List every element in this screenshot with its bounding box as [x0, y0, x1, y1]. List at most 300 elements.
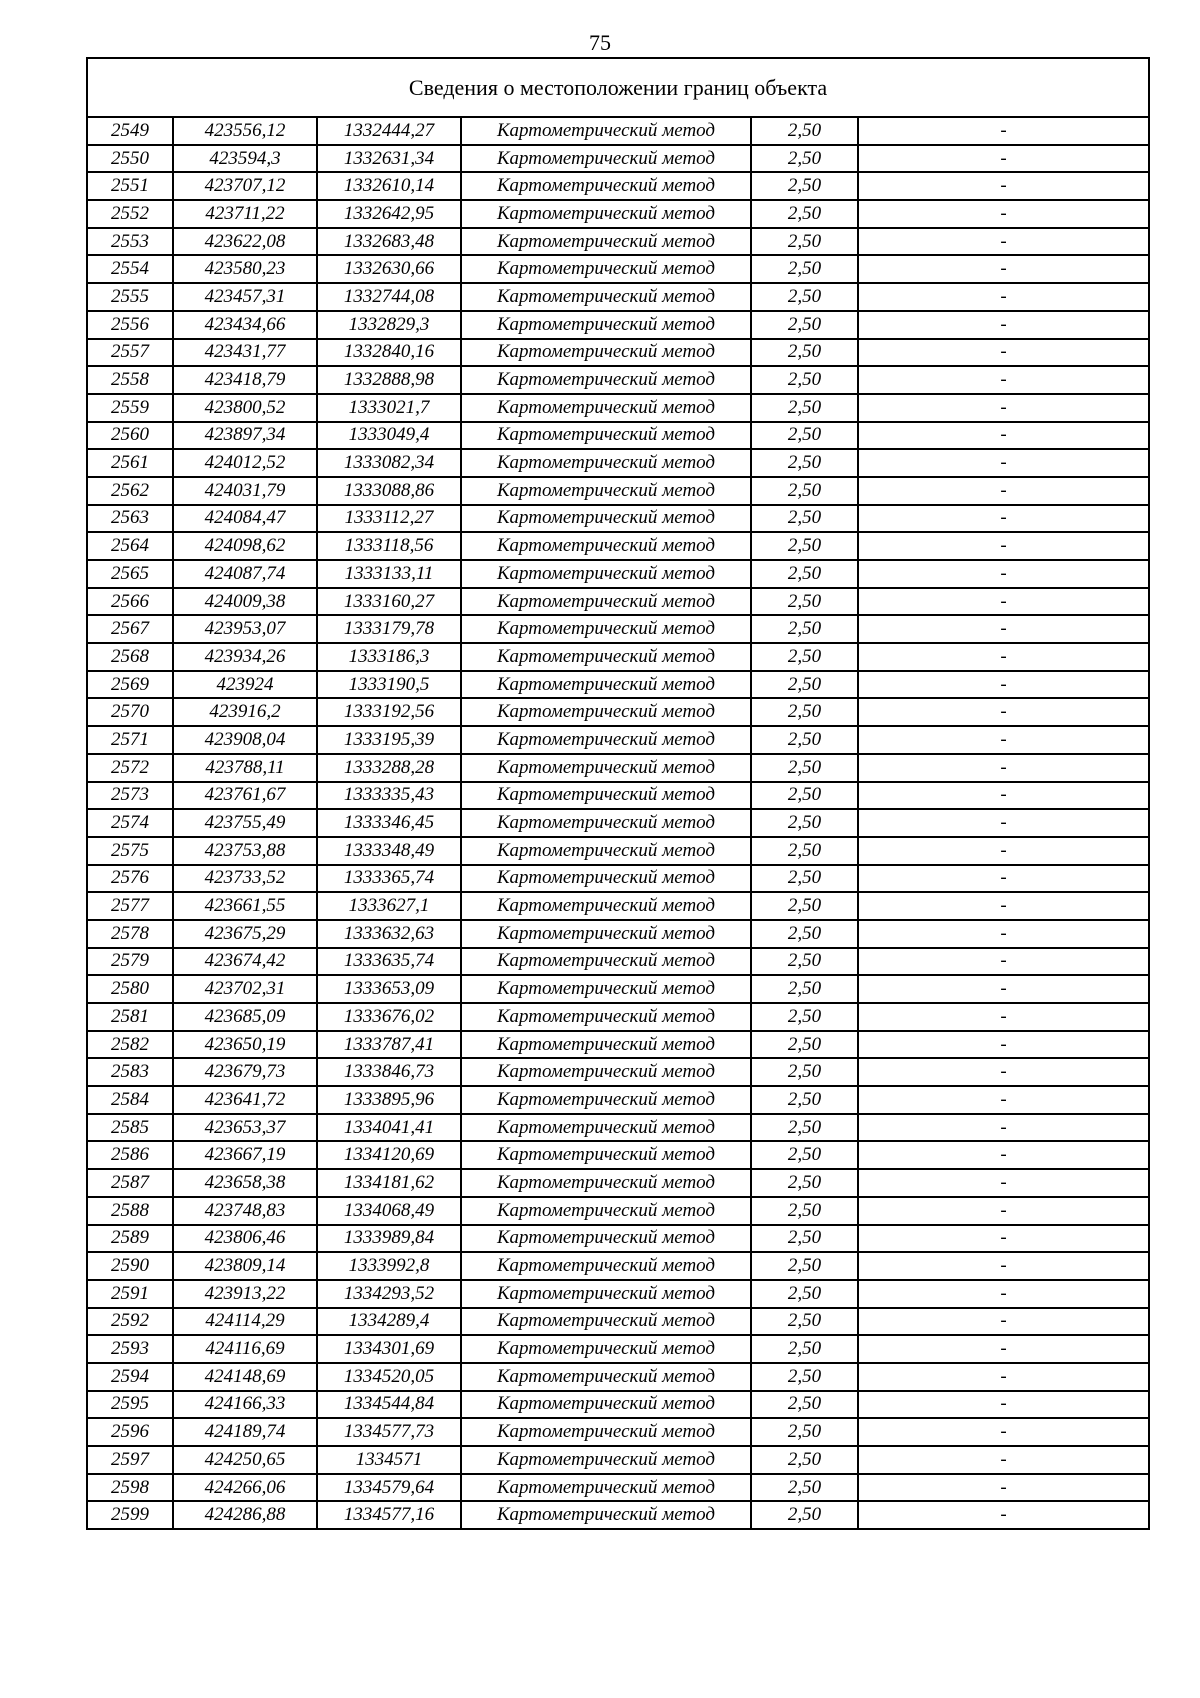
description-cell: - [858, 865, 1149, 893]
x-coordinate-cell: 423753,88 [173, 837, 317, 865]
point-number-cell: 2589 [87, 1225, 173, 1253]
accuracy-cell: 2,50 [751, 615, 858, 643]
table-row [87, 865, 1149, 893]
table-row [87, 1501, 1149, 1529]
y-coordinate-cell: 1334571 [317, 1446, 461, 1474]
accuracy-cell: 2,50 [751, 1252, 858, 1280]
description-cell: - [858, 311, 1149, 339]
method-cell: Картометрический метод [461, 837, 751, 865]
accuracy-cell: 2,50 [751, 255, 858, 283]
y-coordinate-cell: 1334544,84 [317, 1391, 461, 1419]
table-row [87, 975, 1149, 1003]
description-cell: - [858, 200, 1149, 228]
x-coordinate-cell: 423806,46 [173, 1225, 317, 1253]
x-coordinate-cell: 423667,19 [173, 1141, 317, 1169]
y-coordinate-cell: 1333787,41 [317, 1031, 461, 1059]
x-coordinate-cell: 424148,69 [173, 1363, 317, 1391]
description-cell: - [858, 1197, 1149, 1225]
x-coordinate-cell: 423434,66 [173, 311, 317, 339]
table-row [87, 809, 1149, 837]
point-number-cell: 2584 [87, 1086, 173, 1114]
accuracy-cell: 2,50 [751, 865, 858, 893]
table-row [87, 1446, 1149, 1474]
y-coordinate-cell: 1333133,11 [317, 560, 461, 588]
table-caption: Сведения о местоположении границ объекта [87, 58, 1149, 117]
method-cell: Картометрический метод [461, 117, 751, 145]
point-number-cell: 2582 [87, 1031, 173, 1059]
method-cell: Картометрический метод [461, 449, 751, 477]
x-coordinate-cell: 423594,3 [173, 145, 317, 173]
x-coordinate-cell: 423650,19 [173, 1031, 317, 1059]
x-coordinate-cell: 423916,2 [173, 698, 317, 726]
y-coordinate-cell: 1332744,08 [317, 283, 461, 311]
table-row [87, 1086, 1149, 1114]
description-cell: - [858, 643, 1149, 671]
table-row [87, 366, 1149, 394]
accuracy-cell: 2,50 [751, 1197, 858, 1225]
point-number-cell: 2560 [87, 422, 173, 450]
method-cell: Картометрический метод [461, 311, 751, 339]
table-row [87, 615, 1149, 643]
table-row [87, 643, 1149, 671]
table-row [87, 532, 1149, 560]
point-number-cell: 2568 [87, 643, 173, 671]
x-coordinate-cell: 423924 [173, 671, 317, 699]
x-coordinate-cell: 424031,79 [173, 477, 317, 505]
description-cell: - [858, 1225, 1149, 1253]
description-cell: - [858, 1031, 1149, 1059]
description-cell: - [858, 255, 1149, 283]
x-coordinate-cell: 423685,09 [173, 1003, 317, 1031]
x-coordinate-cell: 424084,47 [173, 505, 317, 533]
accuracy-cell: 2,50 [751, 532, 858, 560]
accuracy-cell: 2,50 [751, 172, 858, 200]
method-cell: Картометрический метод [461, 1418, 751, 1446]
table-row [87, 1335, 1149, 1363]
description-cell: - [858, 726, 1149, 754]
y-coordinate-cell: 1333088,86 [317, 477, 461, 505]
x-coordinate-cell: 423707,12 [173, 172, 317, 200]
y-coordinate-cell: 1333118,56 [317, 532, 461, 560]
method-cell: Картометрический метод [461, 588, 751, 616]
table-row [87, 311, 1149, 339]
table-row [87, 200, 1149, 228]
table-row [87, 1418, 1149, 1446]
x-coordinate-cell: 423675,29 [173, 920, 317, 948]
x-coordinate-cell: 423641,72 [173, 1086, 317, 1114]
x-coordinate-cell: 424098,62 [173, 532, 317, 560]
accuracy-cell: 2,50 [751, 892, 858, 920]
point-number-cell: 2571 [87, 726, 173, 754]
point-number-cell: 2594 [87, 1363, 173, 1391]
table-row [87, 726, 1149, 754]
y-coordinate-cell: 1334577,16 [317, 1501, 461, 1529]
method-cell: Картометрический метод [461, 228, 751, 256]
table-row [87, 1225, 1149, 1253]
point-number-cell: 2585 [87, 1114, 173, 1142]
method-cell: Картометрический метод [461, 1197, 751, 1225]
y-coordinate-cell: 1334293,52 [317, 1280, 461, 1308]
x-coordinate-cell: 423800,52 [173, 394, 317, 422]
table-row [87, 1197, 1149, 1225]
table-row [87, 1363, 1149, 1391]
description-cell: - [858, 422, 1149, 450]
x-coordinate-cell: 423913,22 [173, 1280, 317, 1308]
x-coordinate-cell: 424012,52 [173, 449, 317, 477]
method-cell: Картометрический метод [461, 1141, 751, 1169]
table-row [87, 892, 1149, 920]
point-number-cell: 2583 [87, 1058, 173, 1086]
y-coordinate-cell: 1333846,73 [317, 1058, 461, 1086]
x-coordinate-cell: 423934,26 [173, 643, 317, 671]
accuracy-cell: 2,50 [751, 366, 858, 394]
point-number-cell: 2551 [87, 172, 173, 200]
y-coordinate-cell: 1333335,43 [317, 782, 461, 810]
table-row [87, 1252, 1149, 1280]
description-cell: - [858, 117, 1149, 145]
method-cell: Картометрический метод [461, 1308, 751, 1336]
y-coordinate-cell: 1332630,66 [317, 255, 461, 283]
method-cell: Картометрический метод [461, 643, 751, 671]
y-coordinate-cell: 1334289,4 [317, 1308, 461, 1336]
accuracy-cell: 2,50 [751, 449, 858, 477]
table-row [87, 1114, 1149, 1142]
y-coordinate-cell: 1333021,7 [317, 394, 461, 422]
y-coordinate-cell: 1334520,05 [317, 1363, 461, 1391]
table-row [87, 920, 1149, 948]
y-coordinate-cell: 1332642,95 [317, 200, 461, 228]
y-coordinate-cell: 1333179,78 [317, 615, 461, 643]
method-cell: Картометрический метод [461, 671, 751, 699]
point-number-cell: 2554 [87, 255, 173, 283]
x-coordinate-cell: 423580,23 [173, 255, 317, 283]
method-cell: Картометрический метод [461, 1446, 751, 1474]
table-row [87, 1141, 1149, 1169]
accuracy-cell: 2,50 [751, 588, 858, 616]
table-row [87, 948, 1149, 976]
method-cell: Картометрический метод [461, 754, 751, 782]
point-number-cell: 2595 [87, 1391, 173, 1419]
method-cell: Картометрический метод [461, 339, 751, 367]
description-cell: - [858, 588, 1149, 616]
table-row [87, 1169, 1149, 1197]
y-coordinate-cell: 1333676,02 [317, 1003, 461, 1031]
table-row [87, 339, 1149, 367]
point-number-cell: 2564 [87, 532, 173, 560]
method-cell: Картометрический метод [461, 698, 751, 726]
description-cell: - [858, 1446, 1149, 1474]
method-cell: Картометрический метод [461, 1474, 751, 1502]
accuracy-cell: 2,50 [751, 1225, 858, 1253]
table-row [87, 698, 1149, 726]
point-number-cell: 2570 [87, 698, 173, 726]
point-number-cell: 2597 [87, 1446, 173, 1474]
accuracy-cell: 2,50 [751, 975, 858, 1003]
description-cell: - [858, 228, 1149, 256]
table-row [87, 505, 1149, 533]
method-cell: Картометрический метод [461, 782, 751, 810]
y-coordinate-cell: 1333049,4 [317, 422, 461, 450]
method-cell: Картометрический метод [461, 283, 751, 311]
method-cell: Картометрический метод [461, 1280, 751, 1308]
point-number-cell: 2572 [87, 754, 173, 782]
y-coordinate-cell: 1332631,34 [317, 145, 461, 173]
description-cell: - [858, 920, 1149, 948]
accuracy-cell: 2,50 [751, 726, 858, 754]
point-number-cell: 2549 [87, 117, 173, 145]
y-coordinate-cell: 1333288,28 [317, 754, 461, 782]
x-coordinate-cell: 424166,33 [173, 1391, 317, 1419]
point-number-cell: 2591 [87, 1280, 173, 1308]
description-cell: - [858, 366, 1149, 394]
method-cell: Картометрический метод [461, 1031, 751, 1059]
description-cell: - [858, 1280, 1149, 1308]
accuracy-cell: 2,50 [751, 311, 858, 339]
point-number-cell: 2575 [87, 837, 173, 865]
y-coordinate-cell: 1332888,98 [317, 366, 461, 394]
accuracy-cell: 2,50 [751, 339, 858, 367]
table-body [87, 117, 1149, 1529]
accuracy-cell: 2,50 [751, 698, 858, 726]
description-cell: - [858, 892, 1149, 920]
description-cell: - [858, 948, 1149, 976]
description-cell: - [858, 394, 1149, 422]
description-cell: - [858, 782, 1149, 810]
point-number-cell: 2569 [87, 671, 173, 699]
method-cell: Картометрический метод [461, 1225, 751, 1253]
accuracy-cell: 2,50 [751, 200, 858, 228]
point-number-cell: 2578 [87, 920, 173, 948]
description-cell: - [858, 809, 1149, 837]
x-coordinate-cell: 424189,74 [173, 1418, 317, 1446]
point-number-cell: 2590 [87, 1252, 173, 1280]
description-cell: - [858, 1252, 1149, 1280]
point-number-cell: 2559 [87, 394, 173, 422]
description-cell: - [858, 615, 1149, 643]
method-cell: Картометрический метод [461, 145, 751, 173]
method-cell: Картометрический метод [461, 200, 751, 228]
point-number-cell: 2567 [87, 615, 173, 643]
description-cell: - [858, 698, 1149, 726]
y-coordinate-cell: 1333992,8 [317, 1252, 461, 1280]
x-coordinate-cell: 423908,04 [173, 726, 317, 754]
table-row [87, 782, 1149, 810]
y-coordinate-cell: 1333632,63 [317, 920, 461, 948]
table-row [87, 671, 1149, 699]
x-coordinate-cell: 424116,69 [173, 1335, 317, 1363]
point-number-cell: 2596 [87, 1418, 173, 1446]
x-coordinate-cell: 423661,55 [173, 892, 317, 920]
accuracy-cell: 2,50 [751, 560, 858, 588]
accuracy-cell: 2,50 [751, 809, 858, 837]
y-coordinate-cell: 1333190,5 [317, 671, 461, 699]
y-coordinate-cell: 1333346,45 [317, 809, 461, 837]
method-cell: Картометрический метод [461, 975, 751, 1003]
point-number-cell: 2555 [87, 283, 173, 311]
description-cell: - [858, 837, 1149, 865]
accuracy-cell: 2,50 [751, 1280, 858, 1308]
x-coordinate-cell: 423702,31 [173, 975, 317, 1003]
table-row [87, 1308, 1149, 1336]
accuracy-cell: 2,50 [751, 643, 858, 671]
x-coordinate-cell: 423809,14 [173, 1252, 317, 1280]
y-coordinate-cell: 1334577,73 [317, 1418, 461, 1446]
description-cell: - [858, 283, 1149, 311]
accuracy-cell: 2,50 [751, 1446, 858, 1474]
description-cell: - [858, 505, 1149, 533]
method-cell: Картометрический метод [461, 532, 751, 560]
accuracy-cell: 2,50 [751, 1418, 858, 1446]
x-coordinate-cell: 424250,65 [173, 1446, 317, 1474]
point-number-cell: 2580 [87, 975, 173, 1003]
y-coordinate-cell: 1332683,48 [317, 228, 461, 256]
y-coordinate-cell: 1333160,27 [317, 588, 461, 616]
table-row [87, 394, 1149, 422]
x-coordinate-cell: 424286,88 [173, 1501, 317, 1529]
accuracy-cell: 2,50 [751, 1474, 858, 1502]
method-cell: Картометрический метод [461, 892, 751, 920]
accuracy-cell: 2,50 [751, 228, 858, 256]
point-number-cell: 2592 [87, 1308, 173, 1336]
y-coordinate-cell: 1334579,64 [317, 1474, 461, 1502]
x-coordinate-cell: 424114,29 [173, 1308, 317, 1336]
x-coordinate-cell: 423953,07 [173, 615, 317, 643]
table-row [87, 1003, 1149, 1031]
description-cell: - [858, 671, 1149, 699]
method-cell: Картометрический метод [461, 1058, 751, 1086]
method-cell: Картометрический метод [461, 172, 751, 200]
accuracy-cell: 2,50 [751, 145, 858, 173]
x-coordinate-cell: 423679,73 [173, 1058, 317, 1086]
y-coordinate-cell: 1333186,3 [317, 643, 461, 671]
table-row [87, 560, 1149, 588]
point-number-cell: 2586 [87, 1141, 173, 1169]
accuracy-cell: 2,50 [751, 837, 858, 865]
point-number-cell: 2588 [87, 1197, 173, 1225]
y-coordinate-cell: 1333895,96 [317, 1086, 461, 1114]
table-row [87, 255, 1149, 283]
x-coordinate-cell: 423755,49 [173, 809, 317, 837]
description-cell: - [858, 1308, 1149, 1336]
method-cell: Картометрический метод [461, 1391, 751, 1419]
description-cell: - [858, 449, 1149, 477]
table-row [87, 145, 1149, 173]
x-coordinate-cell: 423897,34 [173, 422, 317, 450]
method-cell: Картометрический метод [461, 1363, 751, 1391]
accuracy-cell: 2,50 [751, 1363, 858, 1391]
point-number-cell: 2558 [87, 366, 173, 394]
accuracy-cell: 2,50 [751, 1086, 858, 1114]
accuracy-cell: 2,50 [751, 394, 858, 422]
point-number-cell: 2593 [87, 1335, 173, 1363]
method-cell: Картометрический метод [461, 1501, 751, 1529]
y-coordinate-cell: 1332444,27 [317, 117, 461, 145]
accuracy-cell: 2,50 [751, 948, 858, 976]
point-number-cell: 2561 [87, 449, 173, 477]
x-coordinate-cell: 424087,74 [173, 560, 317, 588]
accuracy-cell: 2,50 [751, 1335, 858, 1363]
description-cell: - [858, 1141, 1149, 1169]
description-cell: - [858, 1114, 1149, 1142]
point-number-cell: 2562 [87, 477, 173, 505]
description-cell: - [858, 975, 1149, 1003]
accuracy-cell: 2,50 [751, 1169, 858, 1197]
description-cell: - [858, 1335, 1149, 1363]
point-number-cell: 2574 [87, 809, 173, 837]
point-number-cell: 2581 [87, 1003, 173, 1031]
table-row [87, 477, 1149, 505]
description-cell: - [858, 1391, 1149, 1419]
description-cell: - [858, 477, 1149, 505]
x-coordinate-cell: 424266,06 [173, 1474, 317, 1502]
y-coordinate-cell: 1334041,41 [317, 1114, 461, 1142]
accuracy-cell: 2,50 [751, 1058, 858, 1086]
y-coordinate-cell: 1332840,16 [317, 339, 461, 367]
table-row [87, 422, 1149, 450]
y-coordinate-cell: 1334068,49 [317, 1197, 461, 1225]
method-cell: Картометрический метод [461, 1335, 751, 1363]
method-cell: Картометрический метод [461, 920, 751, 948]
method-cell: Картометрический метод [461, 1003, 751, 1031]
method-cell: Картометрический метод [461, 1169, 751, 1197]
accuracy-cell: 2,50 [751, 920, 858, 948]
y-coordinate-cell: 1333365,74 [317, 865, 461, 893]
x-coordinate-cell: 423748,83 [173, 1197, 317, 1225]
description-cell: - [858, 1474, 1149, 1502]
table-row [87, 1474, 1149, 1502]
accuracy-cell: 2,50 [751, 782, 858, 810]
point-number-cell: 2599 [87, 1501, 173, 1529]
y-coordinate-cell: 1332610,14 [317, 172, 461, 200]
point-number-cell: 2577 [87, 892, 173, 920]
x-coordinate-cell: 423556,12 [173, 117, 317, 145]
method-cell: Картометрический метод [461, 505, 751, 533]
description-cell: - [858, 172, 1149, 200]
y-coordinate-cell: 1334301,69 [317, 1335, 461, 1363]
accuracy-cell: 2,50 [751, 477, 858, 505]
x-coordinate-cell: 423431,77 [173, 339, 317, 367]
method-cell: Картометрический метод [461, 560, 751, 588]
accuracy-cell: 2,50 [751, 117, 858, 145]
table-row [87, 1280, 1149, 1308]
method-cell: Картометрический метод [461, 1086, 751, 1114]
point-number-cell: 2598 [87, 1474, 173, 1502]
page-number: 75 [589, 30, 611, 55]
accuracy-cell: 2,50 [751, 671, 858, 699]
description-cell: - [858, 1363, 1149, 1391]
y-coordinate-cell: 1334181,62 [317, 1169, 461, 1197]
y-coordinate-cell: 1333348,49 [317, 837, 461, 865]
x-coordinate-cell: 423418,79 [173, 366, 317, 394]
method-cell: Картометрический метод [461, 948, 751, 976]
method-cell: Картометрический метод [461, 809, 751, 837]
table-row [87, 1058, 1149, 1086]
method-cell: Картометрический метод [461, 1114, 751, 1142]
x-coordinate-cell: 423653,37 [173, 1114, 317, 1142]
point-number-cell: 2565 [87, 560, 173, 588]
y-coordinate-cell: 1333195,39 [317, 726, 461, 754]
table-row [87, 449, 1149, 477]
method-cell: Картометрический метод [461, 865, 751, 893]
y-coordinate-cell: 1333082,34 [317, 449, 461, 477]
table-row [87, 117, 1149, 145]
accuracy-cell: 2,50 [751, 1031, 858, 1059]
method-cell: Картометрический метод [461, 615, 751, 643]
accuracy-cell: 2,50 [751, 422, 858, 450]
point-number-cell: 2566 [87, 588, 173, 616]
accuracy-cell: 2,50 [751, 754, 858, 782]
accuracy-cell: 2,50 [751, 1391, 858, 1419]
